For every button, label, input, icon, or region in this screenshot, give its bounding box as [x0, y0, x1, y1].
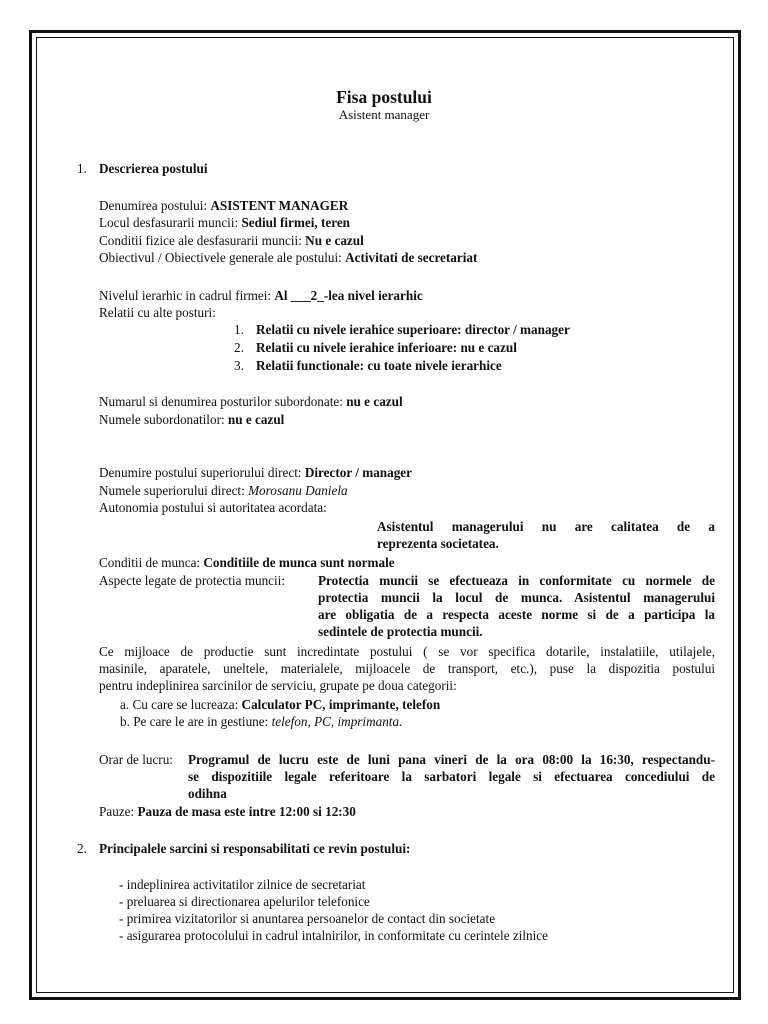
- section-1-number: 1.: [77, 161, 87, 176]
- field-label: a. Cu care se lucreaza:: [120, 697, 239, 712]
- list-text: Relatii cu nivele ierahice superioare: director / manager: [256, 322, 570, 337]
- field-value: Nu e cazul: [305, 233, 364, 248]
- field-nivel-ierarhic: [99, 287, 423, 304]
- text-line: se dispozitiile legale referitoare la sarbatori legale si efectuarea concediului de: [188, 769, 715, 784]
- field-label: Denumire postului superiorului direct:: [99, 465, 302, 480]
- list-item: - primirea vizitatorilor si anuntarea persoanelor de contact din societate: [119, 911, 496, 926]
- field-aspecte-label: Aspecte legate de protectia muncii:: [99, 573, 286, 588]
- field-label: Conditii de munca:: [99, 555, 201, 570]
- category-b: [120, 713, 402, 730]
- field-value: nu e cazul: [346, 394, 403, 409]
- field-numarul-posturi: [99, 393, 403, 410]
- field-label: Obiectivul / Obiectivele generale ale postului:: [99, 250, 342, 265]
- field-numele-subordonati: [99, 411, 284, 428]
- list-text: Relatii functionale: cu toate nivele ierarhice: [256, 358, 502, 373]
- section-2-heading: Principalele sarcini si responsabilitati ce revin postului:: [99, 841, 411, 856]
- field-pauze: [99, 803, 356, 820]
- text-line: masinile, aparatele, uneltele, materialele, mijloacele de transport, etc.), puse la dispozitia postului: [99, 661, 715, 676]
- list-number: 3.: [234, 358, 244, 373]
- field-conditii-munca: [99, 554, 395, 571]
- field-value: Director / manager: [304, 465, 413, 480]
- aspecte-value: [318, 572, 715, 640]
- text-line: are obligatia de a respecta aceste norme si de a participa la: [318, 607, 715, 622]
- field-value: Morosanu Daniela: [248, 483, 348, 498]
- field-autonomia-label: Autonomia postului si autoritatea acordata:: [99, 500, 327, 515]
- field-label: Nivelul ierarhic in cadrul firmei:: [99, 288, 272, 303]
- list-number: 2.: [234, 340, 244, 355]
- text-line: Programul de lucru este de luni pana vineri de la ora 08:00 la 16:30, respectandu-: [188, 752, 715, 767]
- document-title: Fisa postului: [336, 87, 432, 107]
- document-subtitle: Asistent manager: [338, 107, 430, 122]
- field-label: Locul desfasurarii muncii:: [99, 215, 239, 230]
- relatii-item-1: [234, 321, 570, 338]
- list-item: - asigurarea protocolului in cadrul intalnirilor, in conformitate cu cerintele zilnice: [119, 928, 548, 943]
- field-label: b. Pe care le are in gestiune:: [120, 714, 269, 729]
- text-line: Protectia muncii se efectueaza in conformitate cu normele de: [318, 573, 715, 588]
- field-value: Al ___2_-lea nivel ierarhic: [274, 288, 423, 303]
- text-line: protectia muncii la locul de munca. Asistentul managerului: [318, 590, 715, 605]
- field-label: Numele subordonatilor:: [99, 412, 225, 427]
- field-obiectiv: [99, 249, 477, 266]
- field-relatii-label: Relatii cu alte posturi:: [99, 305, 216, 320]
- relatii-item-2: [234, 339, 517, 356]
- text-line: reprezenta societatea.: [377, 536, 499, 551]
- field-numele-superior: [99, 482, 348, 499]
- list-number: 1.: [234, 322, 244, 337]
- relatii-item-3: [234, 357, 502, 374]
- field-value: Pauza de masa este intre 12:00 si 12:30: [137, 804, 356, 819]
- field-value: ASISTENT MANAGER: [210, 198, 349, 213]
- text-line: pentru indeplinirea sarcinilor de serviciu, grupate pe doua categorii:: [99, 678, 457, 693]
- text-line: odihna: [188, 786, 227, 801]
- text-line: Asistentul managerului nu are calitatea de a: [377, 519, 715, 534]
- list-item: - indeplinirea activitatilor zilnice de secretariat: [119, 877, 366, 892]
- field-conditii-fizice: [99, 232, 364, 249]
- field-label: Denumirea postului:: [99, 198, 208, 213]
- field-denumire: [99, 197, 348, 214]
- orar-value: [188, 751, 715, 802]
- field-value: Conditiile de munca sunt normale: [203, 555, 395, 570]
- text-line: Ce mijloace de productie sunt incredintate postului ( se vor specifica dotarile, instalatiile, utilajele,: [99, 644, 715, 659]
- mijloace-paragraph: [99, 643, 715, 694]
- field-value: Calculator PC, imprimante, telefon: [241, 697, 441, 712]
- list-text: Relatii cu nivele ierahice inferioare: nu e cazul: [256, 340, 517, 355]
- section-1-heading: Descrierea postului: [99, 161, 208, 176]
- field-value: Activitati de secretariat: [345, 250, 478, 265]
- field-value: nu e cazul: [227, 412, 285, 427]
- field-label: Conditii fizice ale desfasurarii muncii:: [99, 233, 302, 248]
- field-label: Pauze:: [99, 804, 135, 819]
- autonomia-value: [377, 518, 715, 552]
- field-value: Sediul firmei, teren: [241, 215, 351, 230]
- field-orar-label: Orar de lucru:: [99, 752, 173, 767]
- field-value: telefon, PC, imprimanta.: [271, 714, 403, 729]
- section-2-number: 2.: [77, 841, 87, 856]
- field-label: Numarul si denumirea posturilor subordonate:: [99, 394, 343, 409]
- text-line: sedintele de protectia muncii.: [318, 624, 483, 639]
- list-item: - preluarea si directionarea apelurilor telefonice: [119, 894, 370, 909]
- field-locul: [99, 214, 350, 231]
- field-superior-direct: [99, 464, 412, 481]
- field-label: Numele superiorului direct:: [99, 483, 245, 498]
- category-a: [120, 696, 440, 713]
